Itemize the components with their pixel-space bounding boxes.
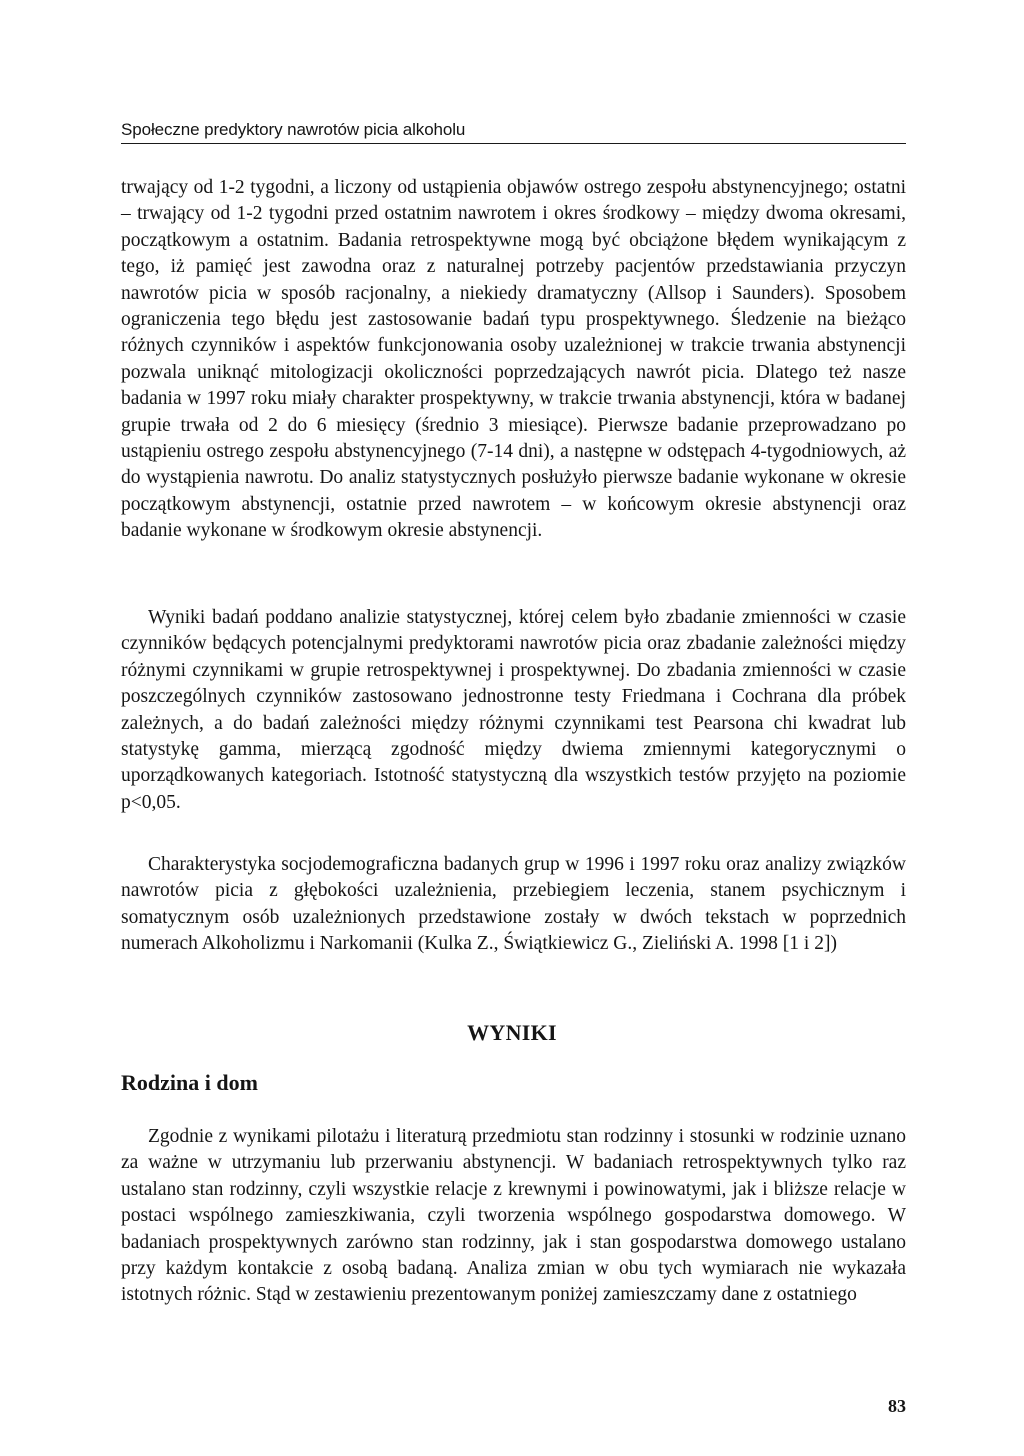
- paragraph-text: Zgodnie z wynikami pilotażu i literaturą przedmiotu stan rodzinny i stosunki w rodzinie uznano za ważne w utrzymaniu lub przerwaniu abstynencji. W badaniach retrospektywnych tylko raz ustalano stan rodzinny, czyli wszystkie relacje z krewnymi i powinowatymi, jak i bliższe relacje w postaci wspólnego zamieszkiwania, czyli tworzenia wspólnego gospodarstwa domowego. W badaniach prospektywnych zarówno stan rodzinny, jak i stan gospodarstwa domowego ustalano przy każdym kontakcie z osobą badaną. Analiza zmian w obu tych wymiarach nie wykazała istotnych różnic. Stąd w zestawieniu prezentowanym poniżej zamieszczamy dane z ostatniego: [121, 1126, 906, 1306]
- page-number: 83: [888, 1396, 906, 1416]
- section-heading: WYNIKI: [467, 1020, 557, 1045]
- body-paragraph-3: [121, 852, 906, 958]
- body-paragraph-1: [121, 175, 906, 545]
- body-paragraph-4: [121, 1124, 906, 1309]
- paragraph-text: trwający od 1-2 tygodni, a liczony od ustąpienia objawów ostrego zespołu abstynencyjnego; ostatni – trwający od 1-2 tygodni przed ostatnim nawrotem i okres środkowy – między dwoma okresami, początkowym a ostatnim. Badania retrospektywne mogą być obciążone błędem wynikającym z tego, iż pamięć jest zawodna oraz z naturalnej potrzeby pacjentów przedstawiania przyczyn nawrotów picia w sposób racjonalny, a niekiedy dramatyczny (Allsop i Saunders). Sposobem ograniczenia tego błędu jest zastosowanie badań typu prospektywnego. Śledzenie na bieżąco różnych czynników i aspektów funkcjonowania osoby uzależnionej w trakcie trwania abstynencji pozwala uniknąć mitologizacji okoliczności poprzedzających nawrót picia. Dlatego też nasze badania w 1997 roku miały charakter prospektywny, w trakcie trwania abstynencji, która w badanej grupie trwała od 2 do 6 miesięcy (średnio 3 miesiące). Pierwsze badanie przeprowadzano po ustąpieniu ostrego zespołu abstynencyjnego (7-14 dni), a następne w odstępach 4-tygodniowych, aż do wystąpienia nawrotu. Do analiz statystycznych posłużyło pierwsze badanie wykonane w okresie początkowym abstynencji, ostatnie przed nawrotem – w końcowym okresie abstynencji oraz badanie wykonane w środkowym okresie abstynencji.: [121, 177, 906, 542]
- paragraph-text: Charakterystyka socjodemograficzna badanych grup w 1996 i 1997 roku oraz analizy związków nawrotów picia z głębokości uzależnienia, przebiegiem leczenia, stanem psychicznym i somatycznym osób uzależnionych przedstawione zostały w dwóch tekstach w poprzednich numerach Alkoholizmu i Narkomanii (Kulka Z., Świątkiewicz G., Zieliński A. 1998 [1 i 2]): [121, 854, 906, 955]
- subsection-heading: Rodzina i dom: [121, 1070, 258, 1095]
- running-header: Społeczne predyktory nawrotów picia alkoholu: [121, 118, 906, 144]
- paragraph-text: Wyniki badań poddano analizie statystycznej, której celem było zbadanie zmienności w czasie czynników będących potencjalnymi predyktorami nawrotów picia oraz zbadanie zależności między różnymi czynnikami w grupie retrospektywnej i prospektywnej. Do zbadania zmienności w czasie poszczególnych czynników zastosowano jednostronne testy Friedmana i Cochrana dla próbek zależnych, a do badań zależności między różnymi czynnikami test Pearsona chi kwadrat lub statystykę gamma, mierzącą zgodność między dwiema zmiennymi kategorycznymi o uporządkowanych kategoriach. Istotność statystyczną dla wszystkich testów przyjęto na poziomie p<0,05.: [121, 607, 906, 813]
- body-paragraph-2: [121, 605, 906, 816]
